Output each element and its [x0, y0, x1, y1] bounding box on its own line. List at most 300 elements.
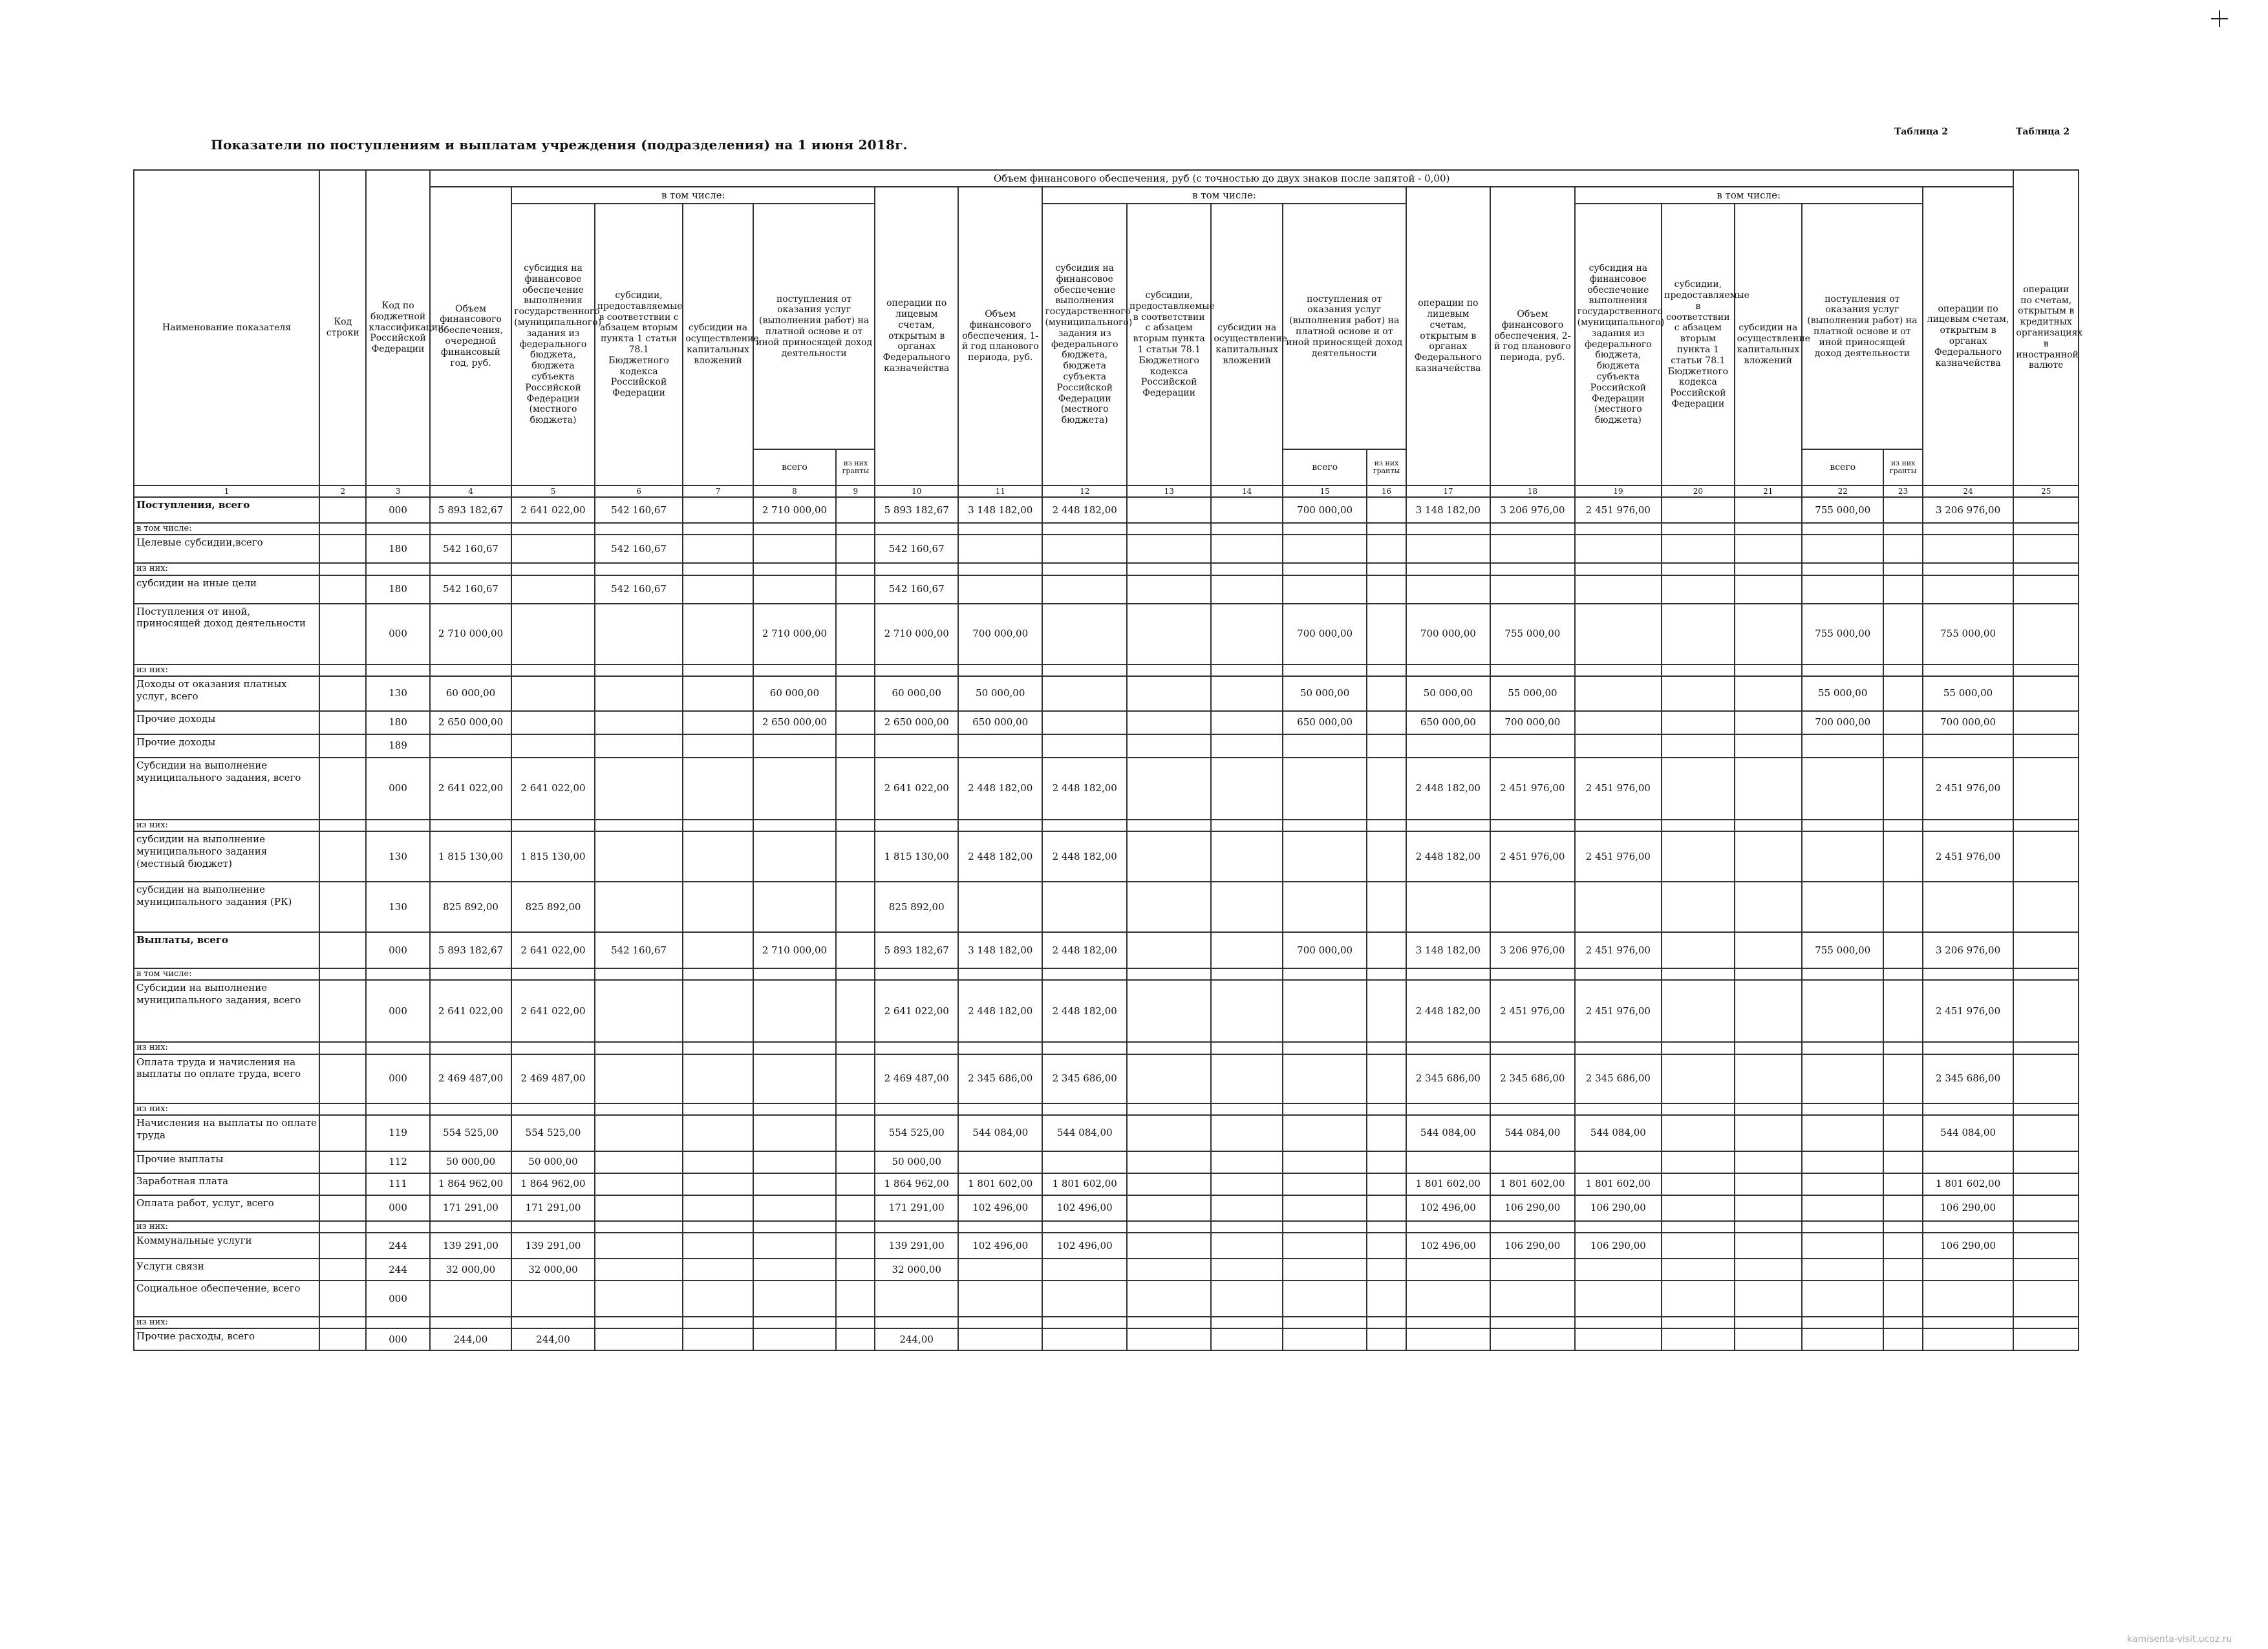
value-cell-col-7 [683, 676, 753, 711]
header-incl: в том числе: [511, 187, 875, 204]
value-cell-col-12 [1042, 1328, 1127, 1350]
value-cell-col-24 [1923, 1151, 2014, 1173]
value-cell-col-15 [1283, 1259, 1367, 1281]
row-code-cell [319, 1115, 366, 1151]
empty-cell [2013, 1221, 2079, 1233]
value-cell-col-14 [1211, 1151, 1282, 1173]
value-cell-col-18 [1490, 1328, 1575, 1350]
value-cell-col-15 [1283, 831, 1367, 882]
value-cell-col-24: 106 290,00 [1923, 1195, 2014, 1221]
value-cell-col-7 [683, 1115, 753, 1151]
section-separator-row [134, 968, 2079, 980]
empty-cell [1735, 523, 1802, 535]
value-cell-col-18: 3 206 976,00 [1490, 932, 1575, 968]
value-cell-col-19 [1575, 535, 1662, 563]
value-cell-col-7 [683, 1281, 753, 1317]
value-cell-col-5: 1 864 962,00 [511, 1173, 595, 1195]
empty-cell [1283, 665, 1367, 676]
value-cell-col-4: 542 160,67 [430, 575, 511, 604]
empty-cell [836, 820, 875, 831]
value-cell-col-22 [1802, 1054, 1883, 1103]
empty-cell [2013, 563, 2079, 575]
empty-cell [1490, 1317, 1575, 1328]
value-cell-col-21 [1735, 980, 1802, 1042]
header-name: Наименование показателя [134, 170, 319, 485]
empty-cell [511, 1042, 595, 1054]
value-cell-col-14 [1211, 831, 1282, 882]
empty-cell [366, 1103, 429, 1115]
empty-cell [511, 523, 595, 535]
empty-cell [1735, 820, 1802, 831]
value-cell-col-22 [1802, 1281, 1883, 1317]
value-cell-col-11: 650 000,00 [958, 711, 1043, 734]
section-separator-row [134, 1103, 2079, 1115]
empty-cell [366, 968, 429, 980]
value-cell-col-19: 2 345 686,00 [1575, 1054, 1662, 1103]
value-cell-col-20 [1662, 1259, 1734, 1281]
value-cell-col-14 [1211, 711, 1282, 734]
empty-cell [875, 968, 958, 980]
empty-cell [1802, 968, 1883, 980]
empty-cell [1662, 665, 1734, 676]
value-cell-col-9 [836, 932, 875, 968]
empty-cell [1283, 1317, 1367, 1328]
value-cell-col-11 [958, 1259, 1043, 1281]
empty-cell [1923, 1221, 2014, 1233]
value-cell-col-17: 102 496,00 [1406, 1233, 1491, 1259]
empty-cell [753, 820, 837, 831]
value-cell-col-14 [1211, 1054, 1282, 1103]
value-cell-col-6: 542 160,67 [595, 497, 683, 523]
value-cell-col-10: 139 291,00 [875, 1233, 958, 1259]
value-cell-col-15 [1283, 734, 1367, 758]
empty-cell [595, 1103, 683, 1115]
row-code-cell [319, 932, 366, 968]
value-cell-col-12: 102 496,00 [1042, 1195, 1127, 1221]
value-cell-col-21 [1735, 1115, 1802, 1151]
value-cell-col-8 [753, 831, 837, 882]
budget-code-cell: 000 [366, 1195, 429, 1221]
value-cell-col-17 [1406, 575, 1491, 604]
table-row [134, 1195, 2079, 1221]
empty-cell [595, 665, 683, 676]
section-separator-row [134, 665, 2079, 676]
empty-cell [836, 968, 875, 980]
value-cell-col-19: 2 451 976,00 [1575, 980, 1662, 1042]
empty-cell [430, 1103, 511, 1115]
empty-cell [1662, 1042, 1734, 1054]
value-cell-col-20 [1662, 932, 1734, 968]
empty-cell [595, 563, 683, 575]
budget-code-cell: 119 [366, 1115, 429, 1151]
value-cell-col-14 [1211, 1173, 1282, 1195]
value-cell-col-24: 55 000,00 [1923, 676, 2014, 711]
value-cell-col-6 [595, 882, 683, 932]
value-cell-col-11 [958, 1151, 1043, 1173]
value-cell-col-8 [753, 758, 837, 820]
value-cell-col-10: 2 710 000,00 [875, 604, 958, 665]
value-cell-col-19 [1575, 1328, 1662, 1350]
value-cell-col-22 [1802, 758, 1883, 820]
value-cell-col-8 [753, 1281, 837, 1317]
empty-cell [319, 1317, 366, 1328]
empty-cell [430, 968, 511, 980]
empty-cell [1575, 523, 1662, 535]
header-subsidy-capital: субсидии на осуществление капитальных вложений [1211, 204, 1282, 485]
value-cell-col-12 [1042, 575, 1127, 604]
value-cell-col-9 [836, 1233, 875, 1259]
row-label: Прочие доходы [134, 711, 319, 734]
value-cell-col-20 [1662, 882, 1734, 932]
table-row [134, 676, 2079, 711]
value-cell-col-4: 171 291,00 [430, 1195, 511, 1221]
value-cell-col-21 [1735, 882, 1802, 932]
value-cell-col-7 [683, 831, 753, 882]
value-cell-col-16 [1367, 575, 1406, 604]
empty-cell [1042, 968, 1127, 980]
column-number: 14 [1211, 485, 1282, 497]
column-number: 6 [595, 485, 683, 497]
empty-cell [1883, 1042, 1922, 1054]
value-cell-col-13 [1127, 711, 1212, 734]
value-cell-col-13 [1127, 1151, 1212, 1173]
value-cell-col-19: 1 801 602,00 [1575, 1173, 1662, 1195]
section-separator-row [134, 820, 2079, 831]
value-cell-col-25 [2013, 1281, 2079, 1317]
value-cell-col-21 [1735, 1054, 1802, 1103]
column-number: 8 [753, 485, 837, 497]
header-grants: из них гранты [836, 449, 875, 485]
value-cell-col-22 [1802, 1151, 1883, 1173]
value-cell-col-16 [1367, 932, 1406, 968]
row-label: Поступления, всего [134, 497, 319, 523]
value-cell-col-20 [1662, 535, 1734, 563]
value-cell-col-8 [753, 734, 837, 758]
value-cell-col-10: 5 893 182,67 [875, 932, 958, 968]
empty-cell [1662, 1221, 1734, 1233]
value-cell-col-20 [1662, 604, 1734, 665]
row-label: Выплаты, всего [134, 932, 319, 968]
value-cell-col-16 [1367, 1173, 1406, 1195]
value-cell-col-19: 106 290,00 [1575, 1195, 1662, 1221]
value-cell-col-10: 1 864 962,00 [875, 1173, 958, 1195]
value-cell-col-20 [1662, 1115, 1734, 1151]
page-title: Показатели по поступлениям и выплатам учреждения (подразделения) на 1 июня 2018г. [211, 137, 908, 153]
value-cell-col-14 [1211, 980, 1282, 1042]
empty-cell [875, 1103, 958, 1115]
empty-cell [430, 1317, 511, 1328]
value-cell-col-7 [683, 932, 753, 968]
value-cell-col-7 [683, 1195, 753, 1221]
header-total: всего [1802, 449, 1883, 485]
value-cell-col-18: 3 206 976,00 [1490, 497, 1575, 523]
value-cell-col-15 [1283, 980, 1367, 1042]
value-cell-col-14 [1211, 758, 1282, 820]
empty-cell [366, 1042, 429, 1054]
value-cell-col-23 [1883, 1281, 1922, 1317]
value-cell-col-10: 2 641 022,00 [875, 980, 958, 1042]
empty-cell [319, 1221, 366, 1233]
row-code-cell [319, 1233, 366, 1259]
value-cell-col-23 [1883, 758, 1922, 820]
header-treasury-ops: операции по лицевым счетам, открытым в органах Федерального казначейства [1406, 187, 1491, 485]
column-number: 9 [836, 485, 875, 497]
empty-cell [958, 968, 1043, 980]
budget-code-cell: 244 [366, 1259, 429, 1281]
value-cell-col-24: 700 000,00 [1923, 711, 2014, 734]
empty-cell [2013, 1103, 2079, 1115]
empty-cell [1042, 523, 1127, 535]
empty-cell [319, 563, 366, 575]
row-label: Доходы от оказания платных услуг, всего [134, 676, 319, 711]
header-row-code: Код строки [319, 170, 366, 485]
value-cell-col-16 [1367, 1233, 1406, 1259]
value-cell-col-22: 55 000,00 [1802, 676, 1883, 711]
value-cell-col-12: 102 496,00 [1042, 1233, 1127, 1259]
column-number: 16 [1367, 485, 1406, 497]
value-cell-col-5 [511, 711, 595, 734]
value-cell-col-14 [1211, 1115, 1282, 1151]
empty-cell [1283, 968, 1367, 980]
value-cell-col-5: 2 641 022,00 [511, 497, 595, 523]
value-cell-col-16 [1367, 1151, 1406, 1173]
value-cell-col-21 [1735, 1328, 1802, 1350]
value-cell-col-4: 5 893 182,67 [430, 497, 511, 523]
value-cell-col-18: 700 000,00 [1490, 711, 1575, 734]
header-incl: в том числе: [1042, 187, 1406, 204]
empty-cell [1575, 1221, 1662, 1233]
empty-cell [683, 1221, 753, 1233]
empty-cell [1406, 1221, 1491, 1233]
value-cell-col-21 [1735, 831, 1802, 882]
value-cell-col-8: 2 650 000,00 [753, 711, 837, 734]
empty-cell [1923, 1103, 2014, 1115]
crop-mark-icon [2219, 10, 2220, 27]
value-cell-col-22 [1802, 980, 1883, 1042]
header-credit-ops: операции по счетам, открытым в кредитных организациях в иностранной валюте [2013, 170, 2079, 485]
table-row [134, 1173, 2079, 1195]
value-cell-col-23 [1883, 932, 1922, 968]
row-label: в том числе: [134, 968, 319, 980]
value-cell-col-14 [1211, 1233, 1282, 1259]
value-cell-col-12 [1042, 676, 1127, 711]
empty-cell [1490, 1221, 1575, 1233]
value-cell-col-15 [1283, 758, 1367, 820]
value-cell-col-24 [1923, 1328, 2014, 1350]
row-code-cell [319, 676, 366, 711]
empty-cell [1923, 1317, 2014, 1328]
value-cell-col-20 [1662, 1233, 1734, 1259]
budget-code-cell: 130 [366, 676, 429, 711]
value-cell-col-23 [1883, 734, 1922, 758]
empty-cell [1735, 1103, 1802, 1115]
row-label: Поступления от иной, приносящей доход деятельности [134, 604, 319, 665]
row-code-cell [319, 1151, 366, 1173]
value-cell-col-22 [1802, 1173, 1883, 1195]
value-cell-col-12 [1042, 604, 1127, 665]
empty-cell [683, 820, 753, 831]
value-cell-col-10: 825 892,00 [875, 882, 958, 932]
column-number-row [134, 485, 2079, 497]
value-cell-col-24: 755 000,00 [1923, 604, 2014, 665]
empty-cell [319, 523, 366, 535]
empty-cell [1490, 968, 1575, 980]
value-cell-col-16 [1367, 758, 1406, 820]
empty-cell [683, 968, 753, 980]
header-vol-current: Объем финансового обеспечения, очередной финансовый год, руб. [430, 187, 511, 485]
row-label: Прочие доходы [134, 734, 319, 758]
value-cell-col-10: 2 469 487,00 [875, 1054, 958, 1103]
empty-cell [836, 1221, 875, 1233]
column-number: 17 [1406, 485, 1491, 497]
row-code-cell [319, 882, 366, 932]
row-label: из них: [134, 1317, 319, 1328]
value-cell-col-19: 2 451 976,00 [1575, 497, 1662, 523]
empty-cell [595, 1221, 683, 1233]
empty-cell [2013, 1317, 2079, 1328]
value-cell-col-13 [1127, 1233, 1212, 1259]
budget-code-cell: 189 [366, 734, 429, 758]
value-cell-col-25 [2013, 604, 2079, 665]
value-cell-col-19 [1575, 882, 1662, 932]
empty-cell [958, 1042, 1043, 1054]
empty-cell [1802, 1103, 1883, 1115]
value-cell-col-9 [836, 1281, 875, 1317]
value-cell-col-12 [1042, 1259, 1127, 1281]
header-subsidy-capital: субсидии на осуществление капитальных вложений [683, 204, 753, 485]
empty-cell [595, 1317, 683, 1328]
table-row [134, 604, 2079, 665]
empty-cell [366, 523, 429, 535]
value-cell-col-25 [2013, 1173, 2079, 1195]
row-code-cell [319, 1173, 366, 1195]
empty-cell [1406, 968, 1491, 980]
empty-cell [1802, 523, 1883, 535]
value-cell-col-4: 2 650 000,00 [430, 711, 511, 734]
value-cell-col-22: 755 000,00 [1802, 497, 1883, 523]
value-cell-col-8 [753, 1195, 837, 1221]
header-total: всего [1283, 449, 1367, 485]
empty-cell [1802, 1221, 1883, 1233]
empty-cell [1883, 523, 1922, 535]
value-cell-col-17 [1406, 1281, 1491, 1317]
empty-cell [1575, 968, 1662, 980]
value-cell-col-18 [1490, 1259, 1575, 1281]
row-code-cell [319, 1054, 366, 1103]
value-cell-col-4: 2 710 000,00 [430, 604, 511, 665]
value-cell-col-6 [595, 1115, 683, 1151]
value-cell-col-9 [836, 980, 875, 1042]
row-code-cell [319, 1281, 366, 1317]
value-cell-col-23 [1883, 1195, 1922, 1221]
value-cell-col-7 [683, 535, 753, 563]
empty-cell [595, 820, 683, 831]
value-cell-col-12: 1 801 602,00 [1042, 1173, 1127, 1195]
value-cell-col-20 [1662, 734, 1734, 758]
value-cell-col-11: 2 448 182,00 [958, 831, 1043, 882]
value-cell-col-16 [1367, 497, 1406, 523]
empty-cell [1283, 820, 1367, 831]
value-cell-col-24 [1923, 575, 2014, 604]
value-cell-col-18: 2 451 976,00 [1490, 758, 1575, 820]
table-row [134, 535, 2079, 563]
value-cell-col-6 [595, 604, 683, 665]
value-cell-col-20 [1662, 1195, 1734, 1221]
empty-cell [1127, 1042, 1212, 1054]
value-cell-col-8 [753, 1233, 837, 1259]
value-cell-col-17 [1406, 882, 1491, 932]
value-cell-col-10: 542 160,67 [875, 575, 958, 604]
value-cell-col-12: 2 345 686,00 [1042, 1054, 1127, 1103]
empty-cell [1802, 1317, 1883, 1328]
value-cell-col-15 [1283, 1195, 1367, 1221]
row-code-cell [319, 497, 366, 523]
value-cell-col-10: 554 525,00 [875, 1115, 958, 1151]
empty-cell [1490, 820, 1575, 831]
value-cell-col-22: 755 000,00 [1802, 604, 1883, 665]
value-cell-col-19 [1575, 734, 1662, 758]
value-cell-col-15 [1283, 882, 1367, 932]
value-cell-col-6 [595, 1281, 683, 1317]
header-volume-top: Объем финансового обеспечения, руб (с точностью до двух знаков после запятой - 0,00) [430, 170, 2014, 187]
row-label: субсидии на выполнение муниципального задания (местный бюджет) [134, 831, 319, 882]
value-cell-col-18 [1490, 1151, 1575, 1173]
value-cell-col-15 [1283, 575, 1367, 604]
value-cell-col-17 [1406, 1259, 1491, 1281]
value-cell-col-12: 2 448 182,00 [1042, 980, 1127, 1042]
empty-cell [1211, 968, 1282, 980]
value-cell-col-16 [1367, 535, 1406, 563]
empty-cell [1406, 1042, 1491, 1054]
value-cell-col-13 [1127, 1054, 1212, 1103]
value-cell-col-8 [753, 1173, 837, 1195]
value-cell-col-25 [2013, 497, 2079, 523]
empty-cell [1575, 665, 1662, 676]
header-incl: в том числе: [1575, 187, 1923, 204]
value-cell-col-15 [1283, 1281, 1367, 1317]
value-cell-col-18: 106 290,00 [1490, 1195, 1575, 1221]
row-label: из них: [134, 820, 319, 831]
value-cell-col-13 [1127, 1115, 1212, 1151]
empty-cell [366, 820, 429, 831]
value-cell-col-10 [875, 734, 958, 758]
empty-cell [1662, 1103, 1734, 1115]
budget-code-cell: 130 [366, 831, 429, 882]
budget-code-cell: 000 [366, 1054, 429, 1103]
value-cell-col-17 [1406, 1151, 1491, 1173]
column-number: 5 [511, 485, 595, 497]
value-cell-col-19 [1575, 676, 1662, 711]
value-cell-col-13 [1127, 575, 1212, 604]
row-code-cell [319, 1328, 366, 1350]
value-cell-col-9 [836, 1115, 875, 1151]
empty-cell [1367, 820, 1406, 831]
empty-cell [1042, 563, 1127, 575]
value-cell-col-15 [1283, 1328, 1367, 1350]
value-cell-col-10: 1 815 130,00 [875, 831, 958, 882]
value-cell-col-9 [836, 1054, 875, 1103]
empty-cell [1575, 1103, 1662, 1115]
value-cell-col-16 [1367, 831, 1406, 882]
value-cell-col-16 [1367, 1259, 1406, 1281]
value-cell-col-21 [1735, 1151, 1802, 1173]
value-cell-col-23 [1883, 711, 1922, 734]
value-cell-col-6 [595, 1259, 683, 1281]
value-cell-col-17: 50 000,00 [1406, 676, 1491, 711]
empty-cell [1802, 665, 1883, 676]
value-cell-col-18: 755 000,00 [1490, 604, 1575, 665]
header-treasury-ops: операции по лицевым счетам, открытым в органах Федерального казначейства [1923, 187, 2014, 485]
